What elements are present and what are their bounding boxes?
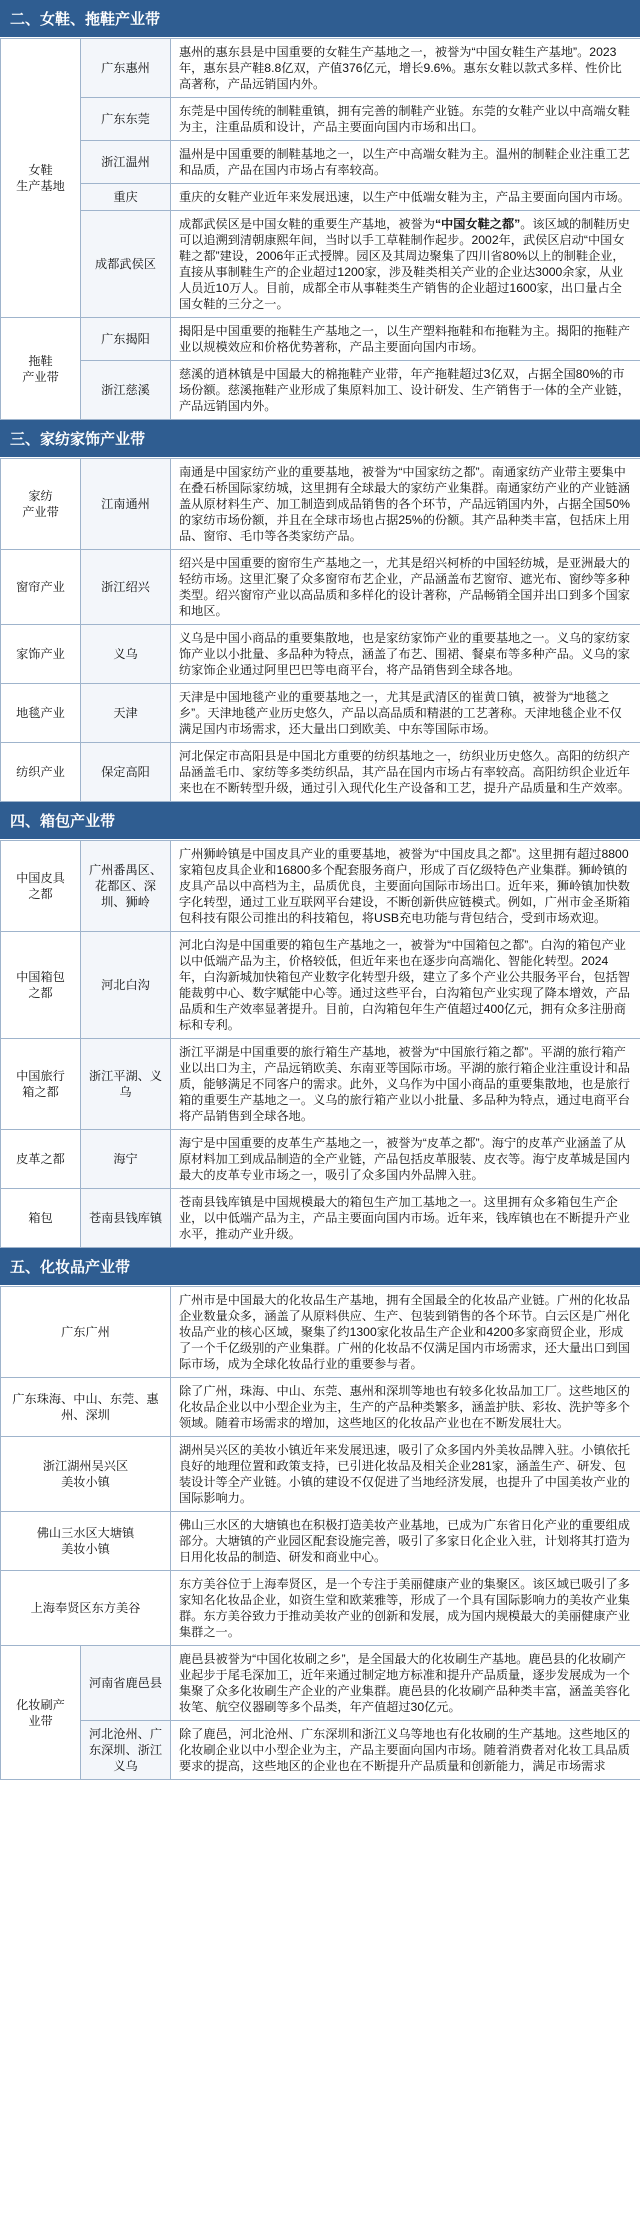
table-row	[1, 98, 640, 141]
section-table	[0, 840, 640, 1248]
description-cell: 揭阳是中国重要的拖鞋生产基地之一，以生产塑料拖鞋和布拖鞋为主。揭阳的拖鞋产业以规模效应和价格优势著称，产品主要面向国内市场。	[171, 318, 640, 361]
table-row	[1, 1721, 640, 1780]
description-cell	[171, 211, 640, 318]
table-row	[1, 459, 640, 550]
category-cell: 窗帘产业	[1, 550, 81, 625]
location-cell: 广州番禺区、花都区、深圳、狮岭	[81, 841, 171, 932]
description-cell: 浙江平湖是中国重要的旅行箱生产基地，被誉为“中国旅行箱之都”。平湖的旅行箱产业以出口为主，产品远销欧美、东南亚等国际市场。平湖的旅行箱企业注重设计和品质，能够满足不同客户的需求。此外，义乌作为中国小商品的重要集散地，也是旅行箱的重要生产基地之一。义乌的旅行箱产业以小批量、多品种为特点，通过电商平台将产品销售到全球各地。	[171, 1039, 640, 1130]
table-row	[1, 1378, 640, 1437]
category-cell: 地毯产业	[1, 684, 81, 743]
location-cell: 广东惠州	[81, 39, 171, 98]
table-row	[1, 141, 640, 184]
section-table	[0, 1286, 640, 1780]
description-cell: 苍南县钱库镇是中国规模最大的箱包生产加工基地之一。这里拥有众多箱包生产企业，以中低端产品为主，产品主要面向国内市场。近年来，钱库镇也在不断提升产业水平，推动产业升级。	[171, 1189, 640, 1248]
location-cell: 广东东莞	[81, 98, 171, 141]
section-table	[0, 458, 640, 802]
section-title: 五、化妆品产业带	[0, 1248, 640, 1286]
table-row	[1, 932, 640, 1039]
table-row	[1, 684, 640, 743]
category-cell: 皮革之都	[1, 1130, 81, 1189]
category-cell: 化妆刷产 业带	[1, 1646, 81, 1780]
location-cell: 河北白沟	[81, 932, 171, 1039]
table-row	[1, 318, 640, 361]
table-row	[1, 1512, 640, 1571]
description-cell: 东方美谷位于上海奉贤区，是一个专注于美丽健康产业的集聚区。该区域已吸引了多家知名化妆品企业，如资生堂和欧莱雅等，形成了一个具有国际影响力的美妆产业集群。东方美谷致力于推动美妆产业的创新和发展，成为国内规模最大的美丽健康产业集群之一。	[171, 1571, 640, 1646]
section-table	[0, 38, 640, 420]
description-cell: 东莞是中国传统的制鞋重镇，拥有完善的制鞋产业链。东莞的女鞋产业以中高端女鞋为主，注重品质和设计，产品主要面向国内市场和出口。	[171, 98, 640, 141]
category-cell: 家饰产业	[1, 625, 81, 684]
description-cell: 广州市是中国最大的化妆品生产基地，拥有全国最全的化妆品产业链。广州的化妆品企业数量众多，涵盖了从原料供应、生产、包装到销售的各个环节。白云区是广州化妆品产业的核心区域，聚集了约1300家化妆品生产企业和4200多家商贸企业，形成了一个千亿级别的产业集群。广州的化妆品不仅满足国内市场需求，还大量出口到国际市场，成为全球化妆品行业的重要参与者。	[171, 1287, 640, 1378]
region-cell: 广东珠海、中山、东莞、惠州、深圳	[1, 1378, 171, 1437]
description-cell: 南通是中国家纺产业的重要基地，被誉为“中国家纺之都”。南通家纺产业带主要集中在叠石桥国际家纺城，这里拥有全球最大的家纺产业集群。南通家纺产业的产业链涵盖从原材料生产、加工制造到成品销售的各个环节，产品远销国内外，占据全国50%的家纺市场份额，并且在全球市场也占据25%的份额。其产品种类丰富，包括床上用品、窗帘、毛巾等各类家纺产品。	[171, 459, 640, 550]
table-row	[1, 1039, 640, 1130]
location-cell: 江南通州	[81, 459, 171, 550]
location-cell: 浙江慈溪	[81, 361, 171, 420]
table-row	[1, 1437, 640, 1512]
table-row	[1, 841, 640, 932]
category-cell: 中国箱包 之都	[1, 932, 81, 1039]
description-cell: 鹿邑县被誉为“中国化妆刷之乡”，是全国最大的化妆刷生产基地。鹿邑县的化妆刷产业起步于尾毛深加工，近年来通过制定地方标准和提升产品质量，逐步发展成为一个集聚了众多化妆刷生产企业的产业集群。鹿邑县的化妆刷产品种类丰富，涵盖美容化妆笔、航空仪器刷等多个品类，年产值超过30亿元。	[171, 1646, 640, 1721]
category-cell: 中国旅行 箱之都	[1, 1039, 81, 1130]
description-cell: 温州是中国重要的制鞋基地之一，以生产中高端女鞋为主。温州的制鞋企业注重工艺和品质，产品在国内市场占有率较高。	[171, 141, 640, 184]
location-cell: 浙江温州	[81, 141, 171, 184]
region-cell: 浙江湖州吴兴区 美妆小镇	[1, 1437, 171, 1512]
description-cell: 海宁是中国重要的皮革生产基地之一，被誉为“皮革之都”。海宁的皮革产业涵盖了从原材料加工到成品制造的全产业链，产品包括皮革服装、皮衣等。海宁皮革城是国内最大的皮革专业市场之一，吸引了众多国内外品牌入驻。	[171, 1130, 640, 1189]
description-cell: 佛山三水区的大塘镇也在积极打造美妆产业基地，已成为广东省日化产业的重要组成部分。大塘镇的产业园区配套设施完善，吸引了多家日化企业入驻，计划将其打造为日用化妆品的制造、研发和商业中心。	[171, 1512, 640, 1571]
region-cell: 广东广州	[1, 1287, 171, 1378]
table-row	[1, 1571, 640, 1646]
category-cell: 中国皮具 之都	[1, 841, 81, 932]
table-row	[1, 1189, 640, 1248]
table-row	[1, 361, 640, 420]
location-cell: 河南省鹿邑县	[81, 1646, 171, 1721]
description-emphasis: “中国女鞋之都”	[434, 217, 521, 231]
table-row	[1, 550, 640, 625]
region-cell: 上海奉贤区东方美谷	[1, 1571, 171, 1646]
category-cell: 箱包	[1, 1189, 81, 1248]
location-cell: 义乌	[81, 625, 171, 684]
description-cell: 湖州吴兴区的美妆小镇近年来发展迅速，吸引了众多国内外美妆品牌入驻。小镇依托良好的地理位置和政策支持，已引进化妆品及相关企业281家，涵盖生产、研发、包装设计等全产业链。小镇的建设不仅促进了当地经济发展，也提升了中国美妆产业的国际影响力。	[171, 1437, 640, 1512]
section-title: 二、女鞋、拖鞋产业带	[0, 0, 640, 38]
table-row	[1, 184, 640, 211]
location-cell: 天津	[81, 684, 171, 743]
description-cell: 重庆的女鞋产业近年来发展迅速，以生产中低端女鞋为主，产品主要面向国内市场。	[171, 184, 640, 211]
description-cell: 绍兴是中国重要的窗帘生产基地之一，尤其是绍兴柯桥的中国轻纺城，是亚洲最大的轻纺市场。这里汇聚了众多窗帘布艺企业，产品涵盖布艺窗帘、遮光布、窗纱等多种类型。绍兴窗帘产业以高品质和多样化的设计著称，产品畅销全国并出口到多个国家和地区。	[171, 550, 640, 625]
category-cell: 家纺 产业带	[1, 459, 81, 550]
table-row	[1, 1130, 640, 1189]
location-cell: 苍南县钱库镇	[81, 1189, 171, 1248]
category-cell: 女鞋 生产基地	[1, 39, 81, 318]
description-cell: 惠州的惠东县是中国重要的女鞋生产基地之一，被誉为“中国女鞋生产基地”。2023年，惠东县产鞋8.8亿双，产值376亿元，增长9.6%。惠东女鞋以款式多样、性价比高著称，产品远销国内外。	[171, 39, 640, 98]
table-row	[1, 1646, 640, 1721]
table-row	[1, 743, 640, 802]
location-cell: 河北沧州、广东深圳、浙江义乌	[81, 1721, 171, 1780]
description-cell: 河北保定市高阳县是中国北方重要的纺织基地之一，纺织业历史悠久。高阳的纺织产品涵盖毛巾、家纺等多类纺织品，其产品在国内市场占有率较高。高阳纺织企业近年来也在不断转型升级，通过引入现代化生产设备和工艺，提升产品质量和生产效率。	[171, 743, 640, 802]
table-row	[1, 39, 640, 98]
location-cell: 浙江绍兴	[81, 550, 171, 625]
section-title: 四、箱包产业带	[0, 802, 640, 840]
description-cell: 义乌是中国小商品的重要集散地，也是家纺家饰产业的重要基地之一。义乌的家纺家饰产业以小批量、多品种为特点，涵盖了布艺、围裙、餐桌布等多种产品。义乌的家纺家饰企业通过阿里巴巴等电商平台，将产品销售到全球各地。	[171, 625, 640, 684]
category-cell: 拖鞋 产业带	[1, 318, 81, 420]
description-cell: 除了广州，珠海、中山、东莞、惠州和深圳等地也有较多化妆品加工厂。这些地区的化妆品企业以中小型企业为主，生产的产品种类繁多，涵盖护肤、彩妆、洗护等多个领域。随着市场需求的增加，这些地区的化妆品产业也在不断发展壮大。	[171, 1378, 640, 1437]
table-row	[1, 625, 640, 684]
category-cell: 纺织产业	[1, 743, 81, 802]
description-text: 。该区域的制鞋历史可以追溯到清朝康熙年间，当时以手工草鞋制作起步。2002年，武侯区启动“中国女鞋之都”建设，2006年正式授牌。园区及其周边聚集了四川省80%以上的制鞋企业，直接从事制鞋生产的企业超过1200家，涉及鞋类相关产业的企业达3000余家，从业人员近10万人。目前，成都全市从事鞋类生产销售的企业超过1600家，出口量占全国女鞋的三分之一。	[179, 217, 630, 311]
table-row	[1, 1287, 640, 1378]
location-cell: 浙江平湖、义乌	[81, 1039, 171, 1130]
description-text: 成都武侯区是中国女鞋的重要生产基地，被誉为	[179, 217, 435, 231]
location-cell: 海宁	[81, 1130, 171, 1189]
section-title: 三、家纺家饰产业带	[0, 420, 640, 458]
location-cell: 重庆	[81, 184, 171, 211]
location-cell: 成都武侯区	[81, 211, 171, 318]
location-cell: 保定高阳	[81, 743, 171, 802]
description-cell: 除了鹿邑，河北沧州、广东深圳和浙江义乌等地也有化妆刷的生产基地。这些地区的化妆刷企业以中小型企业为主，产品主要面向国内市场。随着消费者对化妆工具品质要求的提高，这些地区的企业也在不断提升产品质量和创新能力，满足市场需求	[171, 1721, 640, 1780]
location-cell: 广东揭阳	[81, 318, 171, 361]
description-cell: 天津是中国地毯产业的重要基地之一，尤其是武清区的崔黄口镇，被誉为“地毯之乡”。天津地毯产业历史悠久，产品以高品质和精湛的工艺著称。天津地毯企业不仅满足国内市场需求，还大量出口到欧美、中东等国际市场。	[171, 684, 640, 743]
table-row	[1, 211, 640, 318]
region-cell: 佛山三水区大塘镇 美妆小镇	[1, 1512, 171, 1571]
description-cell: 河北白沟是中国重要的箱包生产基地之一，被誉为“中国箱包之都”。白沟的箱包产业以中低端产品为主，价格较低，但近年来也在逐步向高端化、智能化转型。2024年，白沟新城加快箱包产业数字化转型升级，建立了多个产业公共服务平台，包括智能裁剪中心、数字赋能中心等。通过这些平台，白沟箱包产业实现了降本增效，产品品质和生产效率显著提升。目前，白沟箱包年生产值超过400亿元，拥有众多注册商标和专利。	[171, 932, 640, 1039]
description-cell: 广州狮岭镇是中国皮具产业的重要基地，被誉为“中国皮具之都”。这里拥有超过8800家箱包皮具企业和16800多个配套服务商户，形成了百亿级特色产业集群。狮岭镇的皮具产品以中高档为主，品质优良，主要面向国际市场出口。近年来，狮岭镇加快数字化转型，通过工业互联网平台建设，不断创新供应链模式。例如，广州市金圣斯箱包科技有限公司推出的科技箱包，将USB充电功能与背包结合，受到市场欢迎。	[171, 841, 640, 932]
description-cell: 慈溪的逍林镇是中国最大的棉拖鞋产业带，年产拖鞋超过3亿双，占据全国80%的市场份额。慈溪拖鞋产业形成了集原料加工、设计研发、生产销售于一体的全产业链，产品远销国内外。	[171, 361, 640, 420]
